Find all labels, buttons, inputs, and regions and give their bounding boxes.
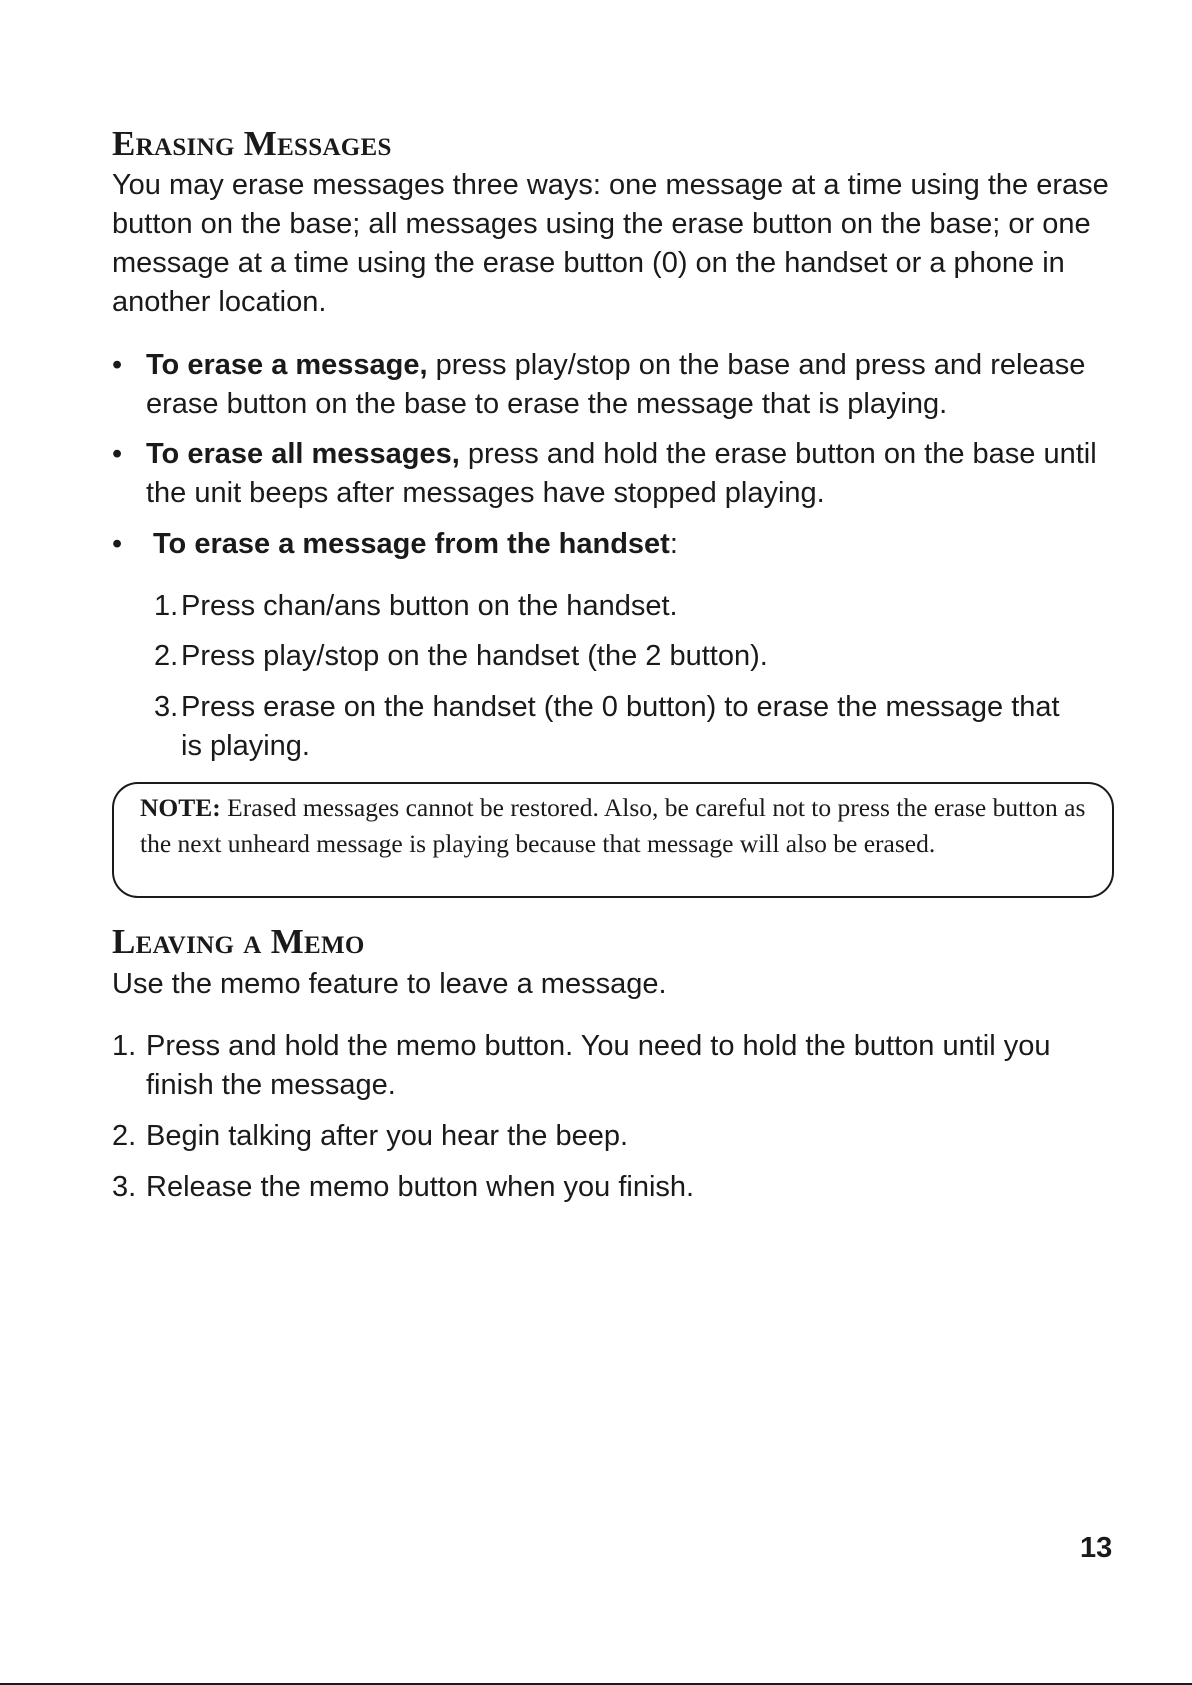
erasing-intro-paragraph: You may erase messages three ways: one message at a time using the erase button on the base; all messages using the erase button on the base; or one message at a time using the erase button (0) on the handset or a phone in another location. [112, 169, 1109, 318]
memo-step-2 [112, 1117, 1112, 1156]
bullet-erase-from-handset [112, 525, 1112, 564]
step-number: 3. [112, 1171, 137, 1203]
section-heading-leaving-memo: Leaving a Memo [112, 922, 365, 961]
step-number: 1. [112, 1030, 137, 1062]
bullet-marker: • [112, 528, 123, 560]
bullet-text: press play/stop on the base and press and release erase button on the base to erase the message that is playing. [146, 349, 1086, 420]
bullet-text: : [669, 528, 678, 560]
handset-step-2 [154, 637, 1094, 676]
step-number: 2. [112, 1120, 137, 1152]
step-number: 3. [154, 691, 179, 723]
memo-intro-paragraph: Use the memo feature to leave a message. [112, 968, 667, 1000]
bullet-marker: • [112, 438, 123, 470]
note-label: NOTE: [140, 793, 221, 822]
note-text: Erased messages cannot be restored. Also, be careful not to press the erase button as the next unheard message is playing because that message will also be erased. [140, 793, 1086, 858]
bullet-marker: • [112, 349, 123, 381]
bullet-erase-all-messages [112, 435, 1112, 513]
handset-step-3 [154, 688, 1074, 766]
bullet-erase-one-message [112, 346, 1112, 424]
step-text: Press and hold the memo button. You need to hold the button until you finish the message. [146, 1030, 1051, 1101]
step-text: Press chan/ans button on the handset. [181, 590, 678, 622]
step-text: Press erase on the handset (the 0 button) to erase the message that is playing. [181, 691, 1060, 762]
bullet-text: press and hold the erase button on the base until the unit beeps after messages have stopped playing. [146, 438, 1097, 509]
step-number: 2. [154, 640, 179, 672]
bullet-lead: To erase a message, [146, 349, 428, 381]
bullet-lead: To erase all messages, [146, 438, 460, 470]
bullet-lead: To erase a message from the handset [153, 528, 670, 560]
handset-step-1 [154, 587, 1094, 626]
step-text: Begin talking after you hear the beep. [146, 1120, 629, 1152]
step-text: Release the memo button when you finish. [146, 1171, 695, 1203]
section-heading-erasing-messages: Erasing Messages [112, 124, 392, 163]
page-number: 13 [1080, 1532, 1113, 1564]
note-callout [112, 782, 1114, 898]
step-number: 1. [154, 590, 179, 622]
memo-step-1 [112, 1027, 1112, 1105]
memo-step-3 [112, 1168, 1112, 1207]
step-text: Press play/stop on the handset (the 2 button). [181, 640, 768, 672]
